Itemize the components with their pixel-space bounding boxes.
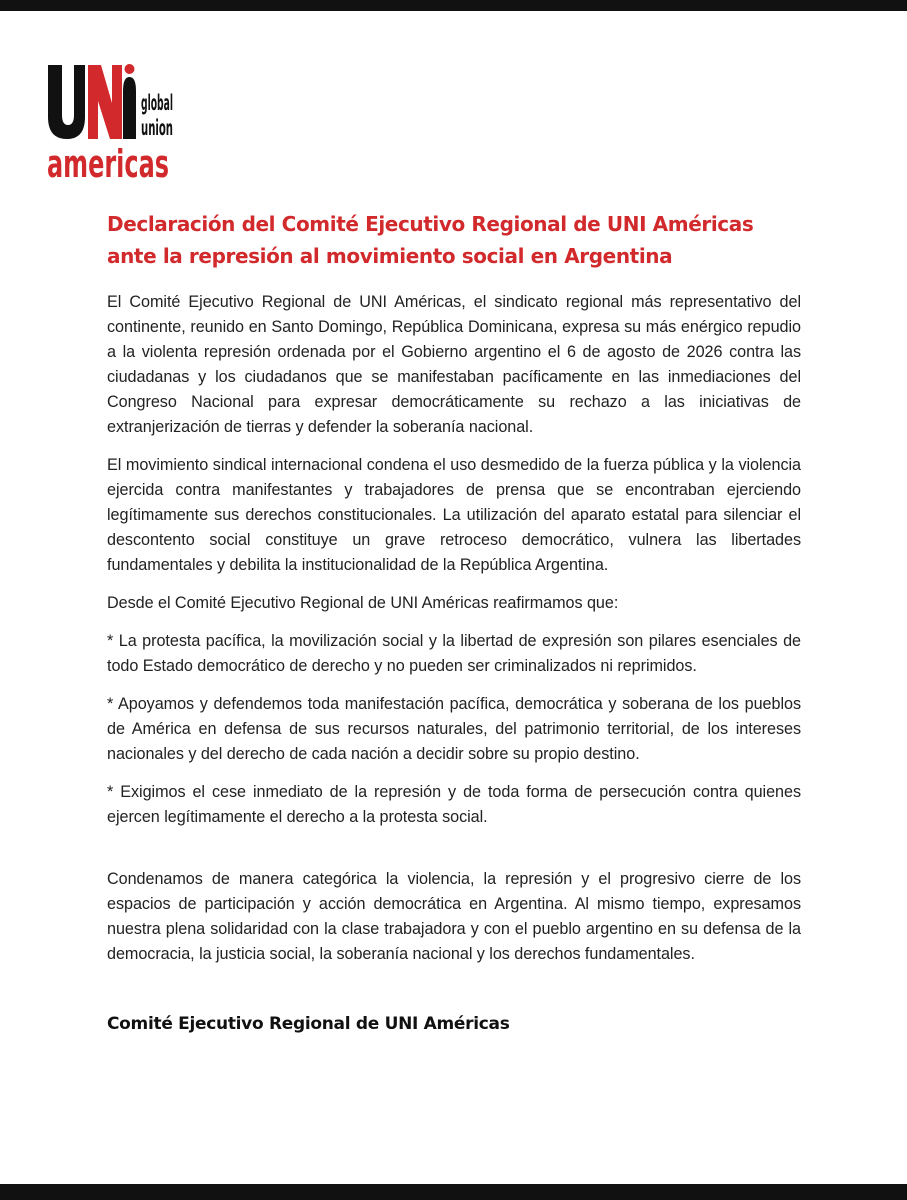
paragraph-intro: El Comité Ejecutivo Regional de UNI Américas, el sindicato regional más representativo del continente, reunido en Santo Domingo, República Dominicana, expresa su más enérgico repudio a la violenta represión ordenada por el Gobierno argentino el 6 de agosto de 2026 contra las ciudadanas y los ciudadanos que se manifestaban pacíficamente en las inmediaciones del Congreso Nacional para expresar democráticamente su rechazo a las iniciativas de extranjerización de tierras y defender la soberanía nacional. xyxy=(107,293,801,436)
uni-global-union-americas-logo xyxy=(46,63,176,186)
paragraph-reaffirm-lead: Desde el Comité Ejecutivo Regional de UNI Américas reafirmamos que: xyxy=(107,594,619,612)
declaration-body xyxy=(107,208,801,1036)
bullet-peaceful-protest: * La protesta pacífica, la movilización social y la libertad de expresión son pilares esenciales de todo Estado democrático de derecho y no pueden ser criminalizados ni reprimidos. xyxy=(107,632,801,675)
document-page xyxy=(0,11,907,1184)
bullet-support-manifestation: * Apoyamos y defendemos toda manifestación pacífica, democrática y soberana de los pueblos de América en defensa de sus recursos naturales, del patrimonio territorial, de los intereses nacionales y del derecho de cada nación a decidir sobre su propio destino. xyxy=(107,695,801,763)
logo-global-text: global xyxy=(141,91,173,115)
signature: Comité Ejecutivo Regional de UNI Américas xyxy=(107,1014,510,1034)
paragraph-conclusion: Condenamos de manera categórica la violencia, la represión y el progresivo cierre de los espacios de participación y acción democrática en Argentina. Al mismo tiempo, expresamos nuestra plena solidaridad con la clase trabajadora y con el pueblo argentino en su defensa de la democracia, la justicia social, la soberanía nacional y los derechos fundamentales. xyxy=(107,870,801,963)
logo-union-text: union xyxy=(141,116,173,140)
bullet-demand-cessation: * Exigimos el cese inmediato de la represión y de toda forma de persecución contra quienes ejercen legítimamente el derecho a la protesta social. xyxy=(107,783,801,826)
logo-americas-text: americas xyxy=(47,142,169,186)
paragraph-condemnation: El movimiento sindical internacional condena el uso desmedido de la fuerza pública y la violencia ejercida contra manifestantes y trabajadores de prensa que se encontraban ejerciendo legítimamente sus derechos constitucionales. La utilización del aparato estatal para silenciar el descontento social constituye un grave retroceso democrático, vulnera las libertades fundamentales y debilita la institucionalidad de la República Argentina. xyxy=(107,456,801,574)
declaration-title: Declaración del Comité Ejecutivo Regional de UNI Américas ante la represión al movimiento social en Argentina xyxy=(107,212,754,268)
